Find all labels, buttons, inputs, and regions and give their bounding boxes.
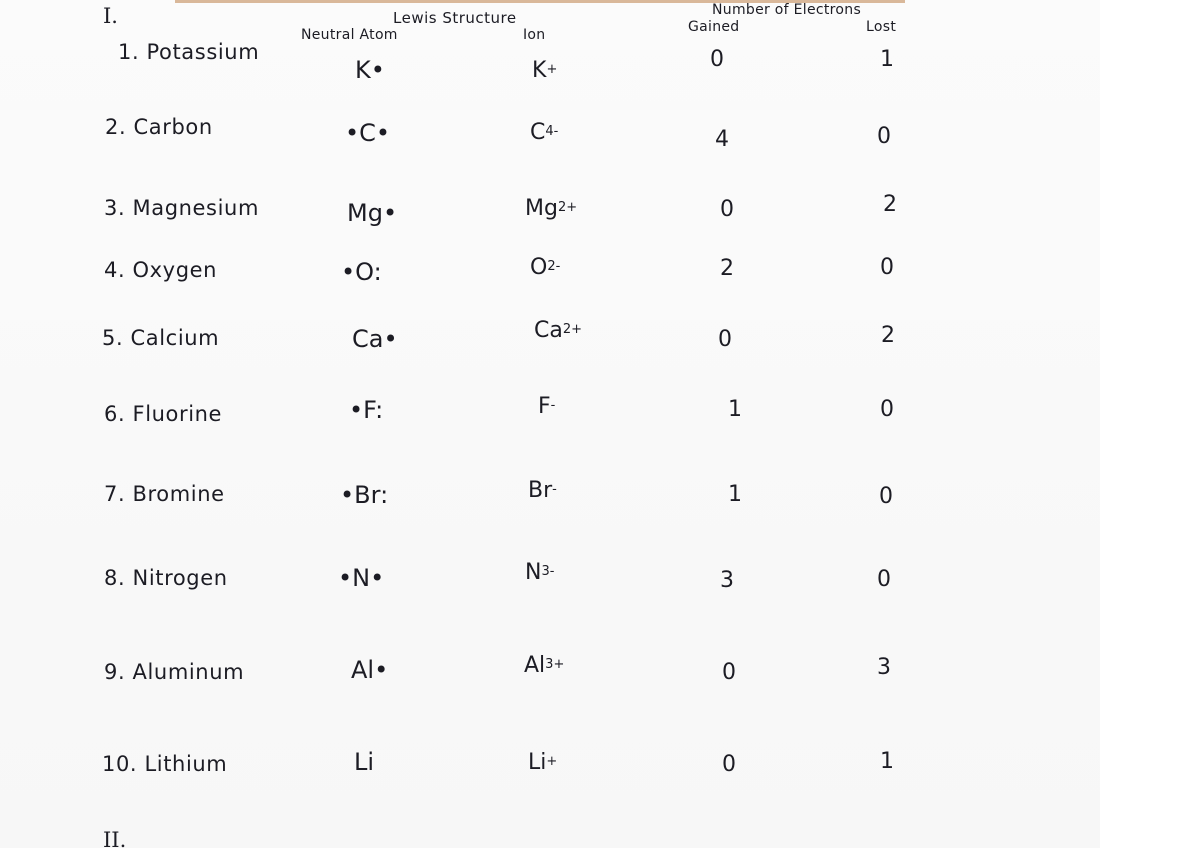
element-name: 7. Bromine — [104, 482, 225, 506]
electrons-gained: 4 — [715, 127, 729, 152]
ion-symbol: C — [530, 120, 546, 145]
header-gained: Gained — [688, 19, 740, 35]
neutral-atom-lewis: •C• — [345, 119, 391, 147]
electrons-gained: 1 — [728, 397, 742, 422]
ion-lewis — [532, 58, 557, 83]
ion-lewis — [530, 120, 558, 145]
header-number-of-electrons: Number of Electrons — [712, 2, 862, 18]
ion-charge: 2+ — [557, 200, 578, 215]
electrons-gained: 0 — [710, 47, 724, 72]
ion-charge: 2- — [547, 259, 561, 274]
ion-symbol: Li — [528, 750, 547, 775]
ion-charge: + — [546, 62, 558, 77]
neutral-atom-lewis: •F: — [349, 396, 384, 424]
electrons-gained: 2 — [720, 256, 734, 281]
ion-lewis — [534, 318, 582, 343]
electrons-gained: 0 — [720, 197, 734, 222]
element-name: 5. Calcium — [102, 326, 220, 350]
element-name: 9. Aluminum — [104, 660, 245, 684]
ion-lewis — [528, 478, 557, 503]
ion-lewis — [525, 560, 554, 585]
neutral-atom-lewis: Al• — [351, 656, 389, 684]
electrons-gained: 0 — [722, 752, 736, 777]
element-name: 6. Fluorine — [104, 402, 223, 426]
ion-lewis — [524, 653, 564, 678]
electrons-lost: 0 — [880, 397, 894, 422]
electrons-gained: 0 — [718, 327, 732, 352]
electrons-lost: 1 — [880, 47, 894, 72]
ion-symbol: F — [538, 394, 551, 419]
ion-lewis — [528, 750, 557, 775]
element-name: 10. Lithium — [102, 752, 228, 776]
ion-charge: 3- — [541, 564, 555, 579]
electrons-lost: 3 — [877, 655, 891, 680]
ion-symbol: Mg — [525, 196, 558, 221]
neutral-atom-lewis: Ca• — [352, 325, 398, 353]
section-numeral-two: II. — [103, 828, 127, 852]
ion-lewis — [530, 255, 560, 280]
ion-charge: 3+ — [545, 657, 565, 672]
ion-symbol: O — [530, 255, 548, 280]
electrons-lost: 0 — [877, 124, 891, 149]
electrons-lost: 0 — [877, 567, 891, 592]
ion-lewis — [538, 394, 555, 419]
ion-symbol: N — [525, 560, 542, 585]
electrons-gained: 1 — [728, 482, 742, 507]
header-lewis-structure: Lewis Structure — [393, 9, 517, 27]
electrons-lost: 0 — [879, 484, 893, 509]
ion-charge: - — [550, 398, 556, 413]
ion-symbol: Br — [528, 478, 553, 503]
ion-symbol: Ca — [534, 318, 563, 343]
ion-symbol: K — [532, 58, 547, 83]
electrons-lost: 2 — [881, 323, 895, 348]
element-name: 3. Magnesium — [104, 196, 259, 220]
header-ion: Ion — [523, 27, 546, 43]
element-name: 1. Potassium — [118, 40, 260, 64]
neutral-atom-lewis: •Br: — [340, 481, 389, 509]
neutral-atom-lewis: •N• — [338, 564, 385, 592]
ion-lewis — [525, 196, 577, 221]
header-lost: Lost — [866, 19, 897, 35]
section-numeral-one: I. — [103, 4, 118, 28]
ion-charge: + — [546, 754, 558, 769]
neutral-atom-lewis: Li — [354, 748, 375, 776]
ion-charge: 4- — [545, 124, 559, 139]
neutral-atom-lewis: K• — [355, 56, 385, 84]
header-neutral-atom: Neutral Atom — [301, 27, 398, 43]
element-name: 2. Carbon — [105, 115, 213, 139]
ion-symbol: Al — [524, 653, 546, 678]
electrons-lost: 2 — [883, 192, 897, 217]
element-name: 8. Nitrogen — [104, 566, 228, 590]
neutral-atom-lewis: Mg• — [347, 199, 398, 227]
element-name: 4. Oxygen — [104, 258, 218, 282]
electrons-gained: 3 — [720, 568, 734, 593]
ion-charge: - — [552, 482, 557, 497]
ion-charge: 2+ — [562, 322, 583, 337]
neutral-atom-lewis: •O: — [341, 258, 382, 286]
electrons-lost: 0 — [880, 255, 894, 280]
electrons-lost: 1 — [880, 749, 894, 774]
electrons-gained: 0 — [722, 660, 736, 685]
